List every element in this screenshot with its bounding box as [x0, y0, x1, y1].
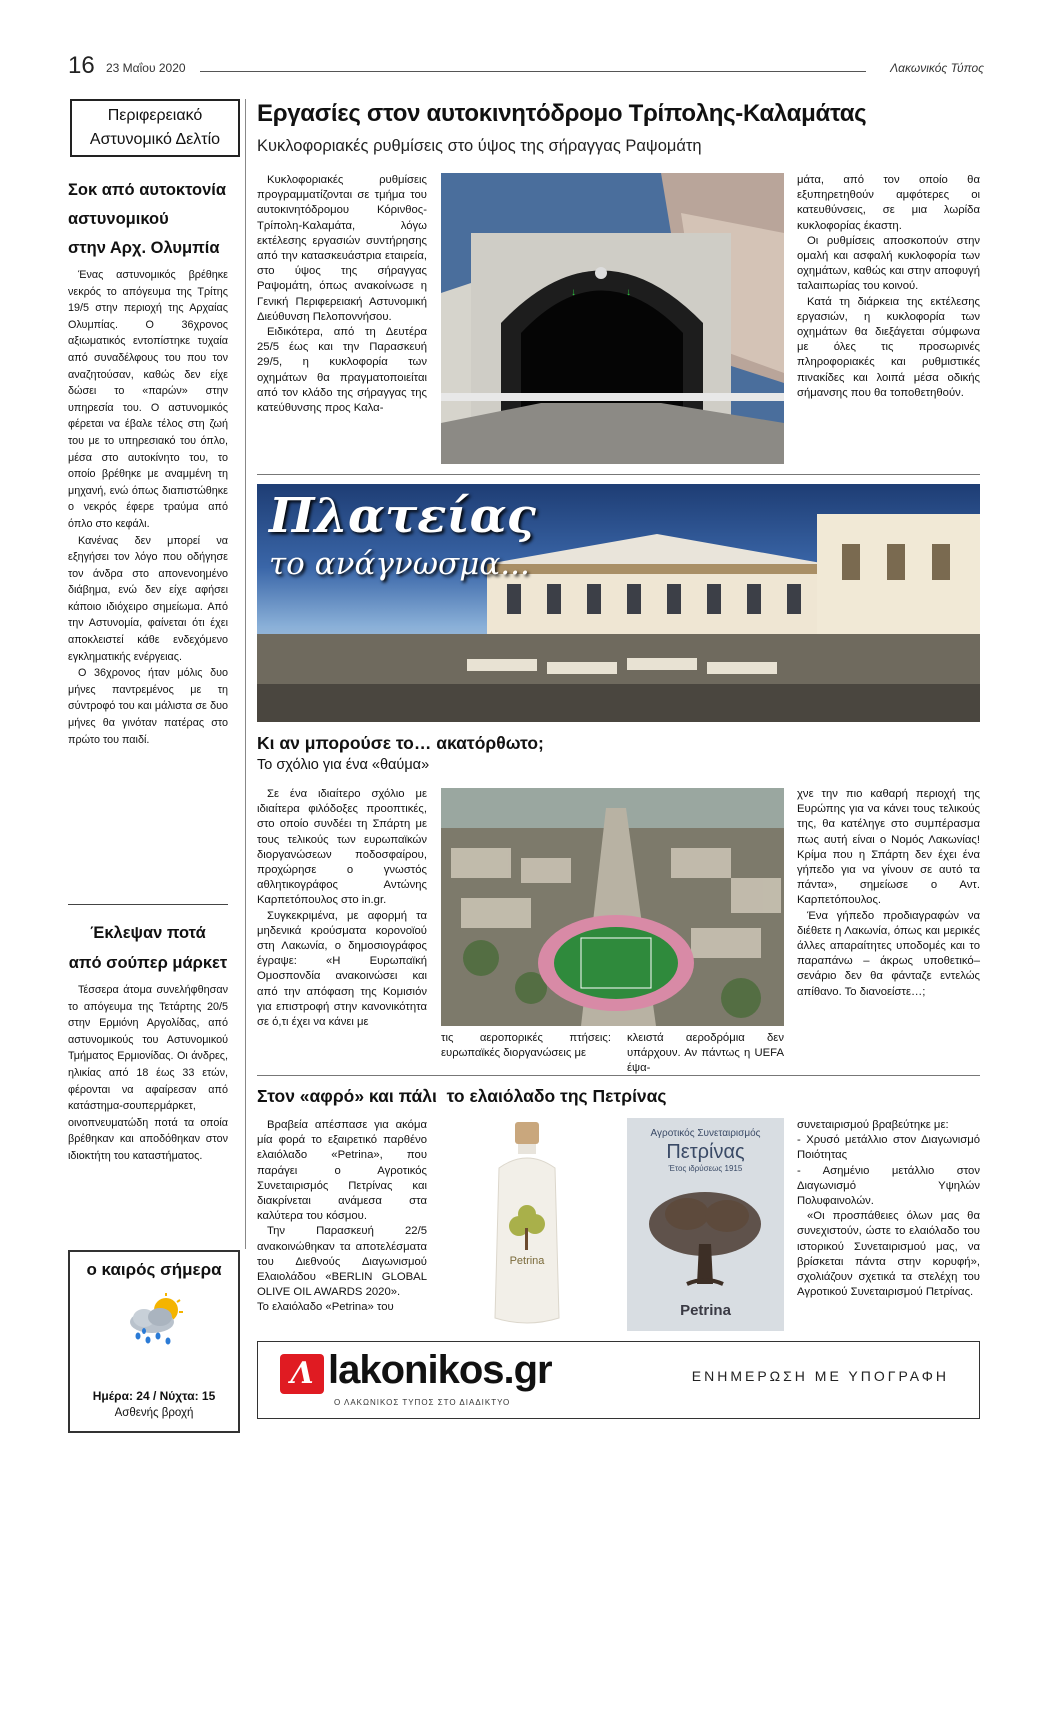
article2-paragraph: Ένα γήπεδο προδιαγραφών να διέθετε η Λακωνία, όπως και μερικές άλλες απαραίτητες υποδομές και το παραπάνω – άκρως υποθετικό– σενάριο δεν θα φάνταζε εντελώς απίθανο. Το διανοείστε…;: [797, 909, 980, 998]
header-rule: [200, 71, 866, 72]
article3-title: Στον «αφρό» και πάλι το ελαιόλαδο της Πετρίνας: [257, 1086, 667, 1106]
page-header: [68, 52, 984, 80]
banner-title-line2: το ανάγνωσμα...: [269, 546, 530, 582]
weather-condition: Ασθενής βροχή: [114, 1407, 194, 1419]
story1-paragraph: Κανένας δεν μπορεί να εξηγήσει τον λόγο που οδήγησε τον άνδρα στο απονενοημένο διάβημα, ενώ δεν είχε αφήσει κάποιο ιδιόχειρο σημείωμα. Από την Αστυνομία, φαίνεται ότι έχει αποκλειστεί κάθε ενδεχόμενο εγκληματικής ενέργειας.: [68, 534, 228, 663]
article3-paragraph: Την Παρασκευή 22/5 ανακοινώθηκαν τα αποτελέσματα του Διεθνούς Διαγωνισμού Ελαιολάδου «BERLIN GLOBAL OLIVE OIL AWARDS 2020».: [257, 1225, 427, 1299]
article2-below-photo-left: [441, 1031, 611, 1061]
article1-col1: [257, 173, 427, 416]
sign-line2: Πετρίνας: [666, 1141, 745, 1163]
tunnel-illustration: [441, 173, 784, 464]
story2-body: [68, 982, 228, 1165]
story1-paragraph: Ένας αστυνομικός βρέθηκε νεκρός το απόγευμα της Τρίτης 19/5 στην περιοχή της Αρχαίας Ολυμπίας. Ο 36χρονος αξιωματικός εντοπίστηκε τυχαία από συναδέλφους του που τον αναζητούσαν, καθώς δεν είχε δώσει το «παρών» στην υπηρεσία του. Ο αστυνομικός φέρεται να έβαλε τέλος στη ζωή του με το υπηρεσιακό του όπλο, μέσα στο αυτοκίνητο του, το οποίο βρέθηκε με αναμμένη τη μηχανή, ενώ όπως διαπιστώθηκε ο νεκρός έφερε τραύμα από όπλο στο κεφάλι.: [68, 269, 228, 530]
sign-line1: Αγροτικός Συνεταιρισμός: [650, 1128, 761, 1139]
article3-award-item: - Χρυσό μετάλλιο στον Διαγωνισμό Ποιότητας: [797, 1134, 980, 1162]
article3-award-item: - Ασημένιο μετάλλιο στον Διαγωνισμό Υψηλών Πολυφαινολών.: [797, 1164, 980, 1208]
story2-headline: [68, 918, 228, 978]
story2-title-line1: Έκλεψαν ποτά: [90, 924, 206, 942]
story1-paragraph: Ο 36χρονος ήταν μόλις δυο μήνες παντρεμένος με τη σύντροφό του και μάλιστα σε δυο μήνες θα γινόταν πατέρας στο πρώτο του παιδί.: [68, 667, 228, 746]
stadium-illustration: [441, 788, 784, 1026]
olive-oil-bottle-photo: [441, 1118, 613, 1331]
bottle-illustration: [441, 1118, 613, 1331]
tunnel-photo: [441, 173, 784, 464]
newspaper-name: Λακωνικός Τύπος: [890, 61, 984, 75]
weather-temps: Ημέρα: 24 / Νύχτα: 15: [92, 1389, 216, 1403]
article2-below-photo-right: [627, 1031, 784, 1077]
story1-title-line3: στην Αρχ. Ολυμπία: [68, 239, 220, 257]
article3-paragraph: Βραβεία απέσπασε για ακόμα μία φορά το εξαιρετικό παρθένο ελαιόλαδο «Petrina», που παράγει ο Αγροτικός Συνεταιρισμός Πετρίνας και διακρίνεται ανάμεσα στα καλύτερα του κόσμου.: [257, 1119, 427, 1223]
article2-subtitle: Το σχόλιο για ένα «θαύμα»: [257, 757, 430, 773]
ad-logo-text: lakonikos.gr: [328, 1348, 552, 1392]
svg-text:↓: ↓: [571, 287, 576, 298]
bottle-brand: Petrina: [509, 1255, 545, 1267]
stadium-aerial-photo: [441, 788, 784, 1026]
article1-paragraph: Ειδικότερα, από τη Δευτέρα 25/5 έως και την Παρασκευή 29/5, η κυκλοφορία των οχημάτων θα πραγματοποιείται από τον κλάδο της σήραγγας της κατεύθυνσης προς Καλα-: [257, 326, 427, 415]
article3-paragraph: Το ελαιόλαδο «Petrina» του: [257, 1301, 394, 1314]
ad-tagline: Ο ΛΑΚΩΝΙΚΟΣ ΤΥΠΟΣ ΣΤΟ ΔΙΑΔΙΚΤΥΟ: [334, 1398, 511, 1407]
article1-title: Εργασίες στον αυτοκινητόδρομο Τρίπολης-Καλαμάτας: [257, 100, 867, 127]
story1-title-line1: Σοκ από αυτοκτονία: [68, 181, 227, 199]
article1-paragraph: Οι ρυθμίσεις αποσκοπούν στην ομαλή και ασφαλή κυκλοφορία των οχημάτων, καθώς και στην αποφυγή ταλαιπωρίας του κοινού.: [797, 234, 980, 293]
story1-body: [68, 267, 228, 748]
article3-col3: [797, 1118, 980, 1300]
section-label-box: [70, 99, 240, 157]
article3-col1: [257, 1118, 427, 1316]
article2-paragraph: κλειστά αεροδρόμια δεν υπάρχουν. Αν πάντως η UEFA έψα-: [627, 1032, 784, 1075]
story2-paragraph: Τέσσερα άτομα συνελήφθησαν το απόγευμα της Τετάρτης 20/5 στην Ερμιόνη Αργολίδας, από αστυνομικούς του Αστυνομικού Τμήματος Ερμιονίδας. Οι άνδρες, ηλικίας από 18 έως 33 ετών, φέρονται να αφαίρεσαν από κατάστημα-σουπερμάρκετ, οινοπνευματώδη ποτά τα οποία βρέθηκαν και αποδόθηκαν στον ιδιοκτήτη του καταστήματος.: [68, 984, 228, 1162]
article3-quote: «Οι προσπάθειες όλων μας θα συνεχιστούν, ώστε το ελαιόλαδο του ιστορικού Συνεταιρισμού μας, να βρίσκεται πάντα στην κορυφή», σχολιάζουν σχετικά τα στελέχη του Αγροτικού Συνεταιρισμού Πετρίνας.: [797, 1210, 980, 1299]
rain-cloud-sun-icon: [122, 1292, 192, 1348]
svg-text:↓: ↓: [626, 287, 631, 298]
article1-subtitle: Κυκλοφοριακές ρυθμίσεις στο ύψος της σήραγγας Ραψομάτη: [257, 137, 702, 155]
section-label-line2: Αστυνομικό Δελτίο: [89, 131, 221, 148]
story1-headline: [68, 176, 228, 263]
article1-col3: [797, 173, 980, 401]
ad-logo-mark: [280, 1354, 324, 1394]
weather-frame: [68, 1397, 240, 1730]
weather-title: ο καιρός σήμερα: [86, 1260, 222, 1279]
article2-paragraph: χνε την πιο καθαρή περιοχή της Ευρώπης για να κάνει τους τελικούς της, θα κατέληγε στο συμπέρασμα πως αυτή είναι ο Νομός Λακωνίας! Κρίμα που η Σπάρτη δεν έχει ένα γήπεδο για να γίνουν σε αυτό τα πάντα», σημείωσε ο Αντ. Καρπετόπουλος.: [797, 788, 980, 907]
banner-title-line1: Πλατείας: [269, 488, 536, 544]
sidebar-rule: [68, 904, 228, 905]
issue-date: 23 Μαΐου 2020: [106, 61, 186, 75]
article3-col3-intro: συνεταιρισμού βραβεύτηκε με:: [797, 1119, 949, 1131]
column-divider: [245, 99, 246, 1249]
article2-paragraph: τις αεροπορικές πτήσεις: ευρωπαϊκές διοργανώσεις με: [441, 1032, 611, 1060]
article1-paragraph: Κυκλοφοριακές ρυθμίσεις προγραμματίζονται σε τμήμα του αυτοκινητόδρομου Κόρινθος-Τρίπολη-Καλαμάτα, λόγω εκτέλεσης εργασιών συντήρησης από την κατασκευάστρια εταιρεία, στο ύψος της σήραγγας Ραψομάτη, όπως ανακοίνωσε η Γενική Περιφερειακή Αστυνομική Διεύθυνση Πελοποννήσου.: [257, 174, 427, 323]
olive-tree-icon: [627, 1184, 784, 1294]
article1-paragraph: Κατά τη διάρκεια της εκτέλεσης εργασιών, η κυκλοφορία των οχημάτων θα διεξάγεται σύμφωνα με όλες τις προσωρινές πληροφοριακές και ρυθμιστικές πινακίδες και λοιπά μέσα οδικής σήμανσης που θα τοποθετηθούν.: [797, 295, 980, 399]
article2-bottom-rule: [257, 1075, 980, 1076]
article2-paragraph: Συγκεκριμένα, με αφορμή τα μηδενικά κρούσματα κορονοϊού στη Λακωνία, ο δημοσιογράφος έγραψε: «Η Ευρωπαϊκή Ομοσπονδία ανακοινώσει και από την απόφαση της Κομισιόν για επιστροφή στην κανονικότητα σε ό,τι έχει να κάνει με: [257, 909, 427, 1029]
ad-logo-mark-text: Λ: [290, 1356, 314, 1391]
article2-paragraph: Σε ένα ιδιαίτερο σχόλιο με ιδιαίτερα φιλόδοξες προοπτικές, στο οποίο συνδέει τη Σπάρτη με τους τελικούς των ευρωπαϊκών διοργανώσεων ποδοσφαίρου, προχώρησε ο γνωστός αθλητικογράφος Αντώνης Καρπετόπουλος στο in.gr.: [257, 788, 427, 907]
ad-right-text: ΕΝΗΜΕΡΩΣΗ ΜΕ ΥΠΟΓΡΑΦΗ: [691, 1368, 949, 1384]
article1-paragraph: μάτα, από τον οποίο θα εξυπηρετηθούν αμφότερες οι κατευθύνσεις, σε μια λωρίδα κυκλοφορίας έκαστη.: [797, 174, 980, 232]
article2-col1: [257, 787, 427, 1030]
feature-banner: [257, 484, 980, 722]
sidebar-story2: [68, 918, 228, 1165]
article2-title: Κι αν μπορούσε το… ακατόρθωτο;: [257, 733, 544, 753]
story2-title-line2: από σούπερ μάρκετ: [68, 954, 228, 972]
article2-col3: [797, 787, 980, 1000]
section-label-line1: Περιφερειακό: [107, 107, 203, 124]
article1-bottom-rule: [257, 474, 980, 475]
weather-card: [68, 1250, 240, 1433]
page-number: 16: [68, 52, 95, 79]
lakonikos-ad[interactable]: [257, 1341, 980, 1419]
sidebar-story1: [68, 176, 228, 748]
story1-title-line2: αστυνομικού: [68, 210, 169, 228]
sign-line3: Έτος ιδρύσεως 1915: [668, 1164, 743, 1173]
sign-brand: Petrina: [680, 1302, 731, 1319]
cooperative-sign-photo: [627, 1118, 784, 1331]
